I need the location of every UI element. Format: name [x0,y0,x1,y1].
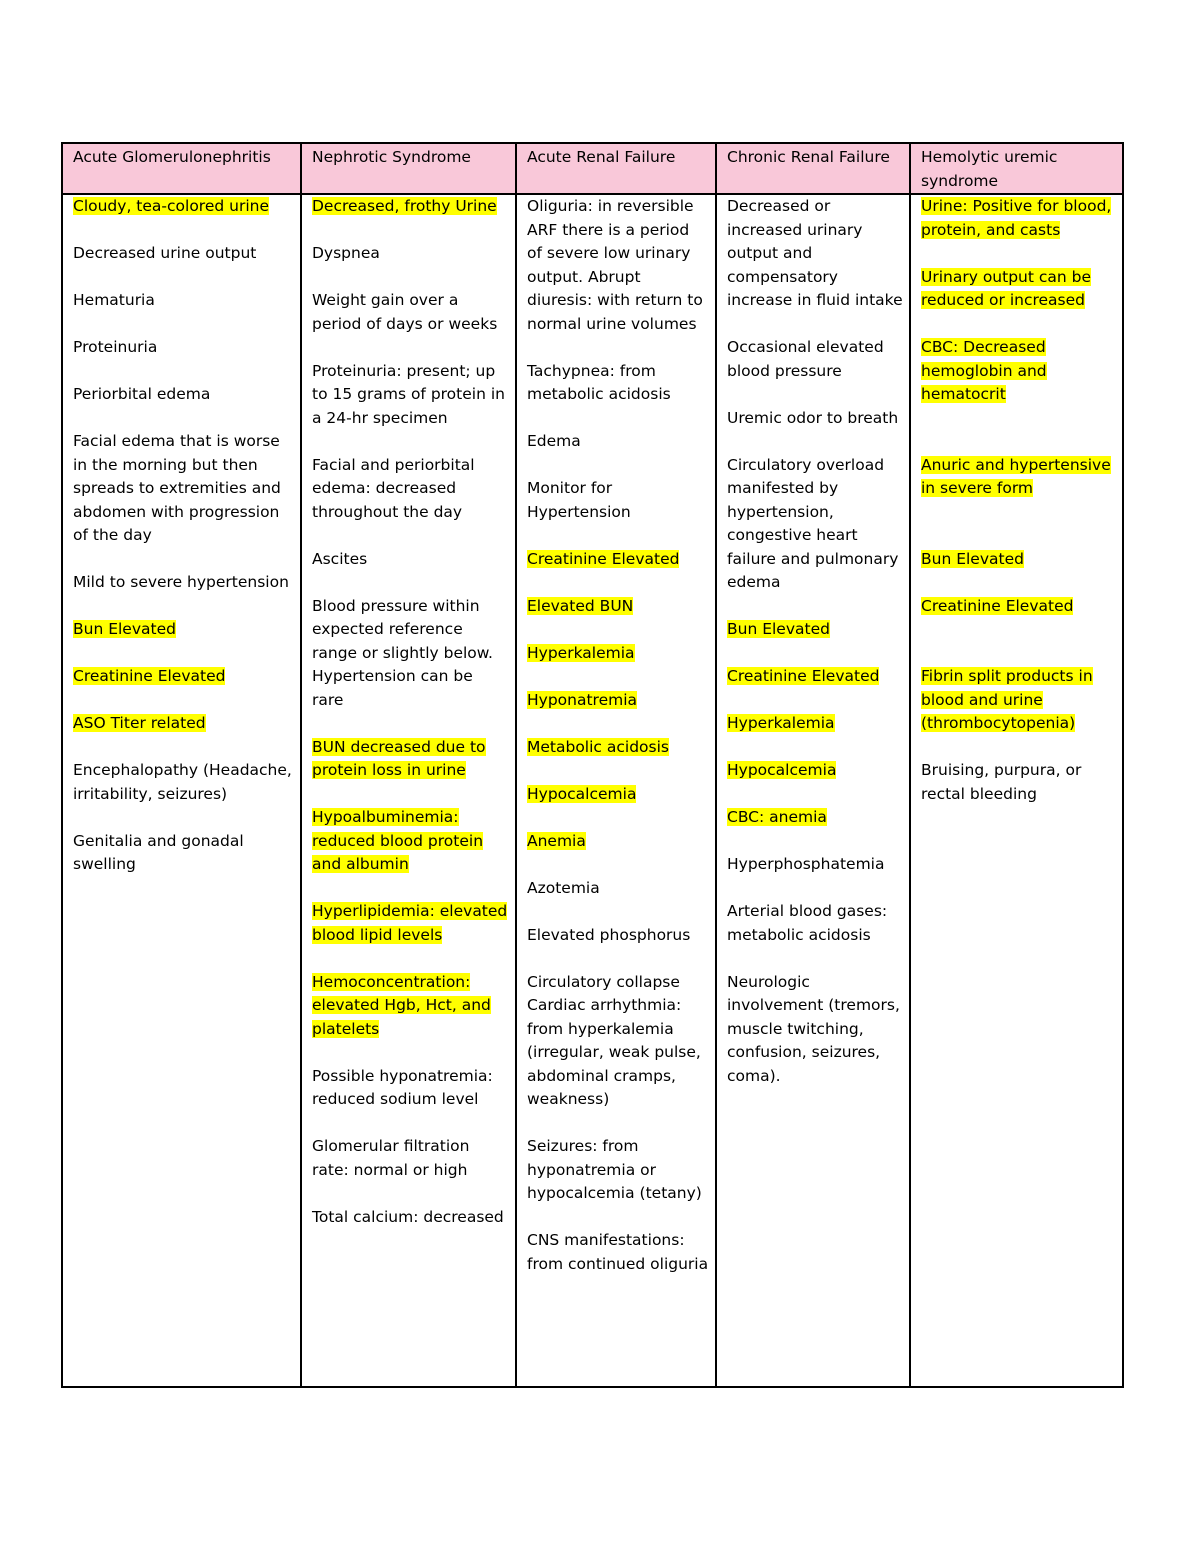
symptom-entry: Ascites [312,549,368,568]
header-cell: Hemolytic uremic syndrome [910,143,1123,194]
nephrotic-syndrome-column [301,194,516,1387]
symptom-entry: Hypocalcemia [727,761,837,779]
symptom-entry: Creatinine Elevated [527,549,680,568]
symptom-entry: Creatinine Elevated [727,667,880,685]
symptom-entry: Hypocalcemia [527,784,637,803]
header-cell: Acute Glomerulonephritis [62,143,301,194]
symptom-entry: Hyperkalemia [527,643,635,662]
symptom-entry: Glomerular filtration rate: normal or high [312,1137,470,1179]
symptom-entry: Hyperlipidemia: elevated blood lipid levels [312,902,508,944]
hemolytic-uremic-syndrome-column [910,194,1123,1387]
header-cell: Chronic Renal Failure [716,143,910,194]
symptom-entry: Weight gain over a period of days or weeks [312,291,498,333]
comparison-table [61,142,1124,1388]
symptom-entry: Hyperkalemia [727,714,835,732]
symptom-entry: Anuric and hypertensive in severe form [921,455,1111,497]
symptom-entry: CBC: Decreased hemoglobin and hematocrit [921,338,1047,403]
symptom-entry: Facial edema that is worse in the morning but then spreads to extremities and abdomen with progression of the day [73,432,281,544]
symptom-entry: Azotemia [527,878,600,897]
symptom-entry: Urinary output can be reduced or increased [921,267,1092,309]
symptom-entry: Circulatory overload manifested by hypertension, congestive heart failure and pulmonary edema [727,455,899,591]
symptom-entry: Occasional elevated blood pressure [727,338,884,380]
symptom-entry: Proteinuria [73,338,158,356]
symptom-entry: Decreased, frothy Urine [312,197,497,215]
symptom-entry: Bruising, purpura, or rectal bleeding [921,761,1082,803]
symptom-entry: Arterial blood gases: metabolic acidosis [727,902,888,944]
symptom-entry: Tachypnea: from metabolic acidosis [527,361,671,403]
symptom-entry: Encephalopathy (Headache, irritability, seizures) [73,761,292,803]
symptom-entry: Proteinuria: present; up to 15 grams of protein in a 24-hr specimen [312,361,505,427]
symptom-entry: Oliguria: in reversible ARF there is a period of severe low urinary output. Abrupt diuresis: with return to normal urine volumes [527,197,703,333]
header-row [62,143,1123,194]
symptom-entry: CNS manifestations: from continued oliguria [527,1231,709,1273]
symptom-entry: Fibrin split products in blood and urine (thrombocytopenia) [921,667,1093,732]
symptom-entry: Blood pressure within expected reference range or slightly below. Hypertension can be rare [312,596,493,709]
symptom-entry: Bun Elevated [727,620,830,638]
body-row [62,194,1123,1387]
symptom-entry: Total calcium: decreased [312,1207,504,1226]
symptom-entry: Creatinine Elevated [73,667,226,685]
symptom-entry: Elevated BUN [527,596,634,615]
symptom-entry: Monitor for Hypertension [527,479,631,521]
symptom-entry: Hyponatremia [527,690,638,709]
symptom-entry: Mild to severe hypertension [73,573,289,591]
symptom-entry: Decreased or increased urinary output and compensatory increase in fluid intake [727,197,903,309]
symptom-entry: CBC: anemia [727,808,827,826]
symptom-entry: Possible hyponatremia: reduced sodium level [312,1066,493,1108]
symptom-entry: ASO Titer related [73,714,206,732]
symptom-entry: Genitalia and gonadal swelling [73,831,244,873]
symptom-entry: Neurologic involvement (tremors, muscle twitching, confusion, seizures, coma). [727,972,900,1085]
symptom-entry: Bun Elevated [73,620,176,638]
symptom-entry: Anemia [527,831,586,850]
acute-renal-failure-column [516,194,716,1387]
symptom-entry: Dyspnea [312,244,380,262]
symptom-entry: Seizures: from hyponatremia or hypocalcemia (tetany) [527,1137,702,1202]
symptom-entry: Urine: Positive for blood, protein, and casts [921,197,1112,239]
symptom-entry: Hemoconcentration: elevated Hgb, Hct, and platelets [312,972,491,1038]
symptom-entry: Metabolic acidosis [527,737,669,756]
symptom-entry: Decreased urine output [73,244,257,262]
header-cell: Acute Renal Failure [516,143,716,194]
symptom-entry: Creatinine Elevated [921,596,1074,615]
header-cell: Nephrotic Syndrome [301,143,516,194]
symptom-entry: Circulatory collapse Cardiac arrhythmia: from hyperkalemia (irregular, weak pulse, abdominal cramps, weakness) [527,972,701,1108]
symptom-entry: Edema [527,432,581,450]
symptom-entry: Hematuria [73,291,155,309]
acute-glomerulonephritis-column [62,194,301,1387]
symptom-entry: Hypoalbuminemia: reduced blood protein and albumin [312,808,484,873]
symptom-entry: Elevated phosphorus [527,925,691,944]
symptom-entry: BUN decreased due to protein loss in urine [312,737,486,779]
chronic-renal-failure-column [716,194,910,1387]
symptom-entry: Uremic odor to breath [727,408,899,427]
symptom-entry: Bun Elevated [921,549,1024,568]
symptom-entry: Periorbital edema [73,385,211,403]
symptom-entry: Hyperphosphatemia [727,855,885,873]
symptom-entry: Cloudy, tea-colored urine [73,197,269,215]
symptom-entry: Facial and periorbital edema: decreased throughout the day [312,455,475,521]
